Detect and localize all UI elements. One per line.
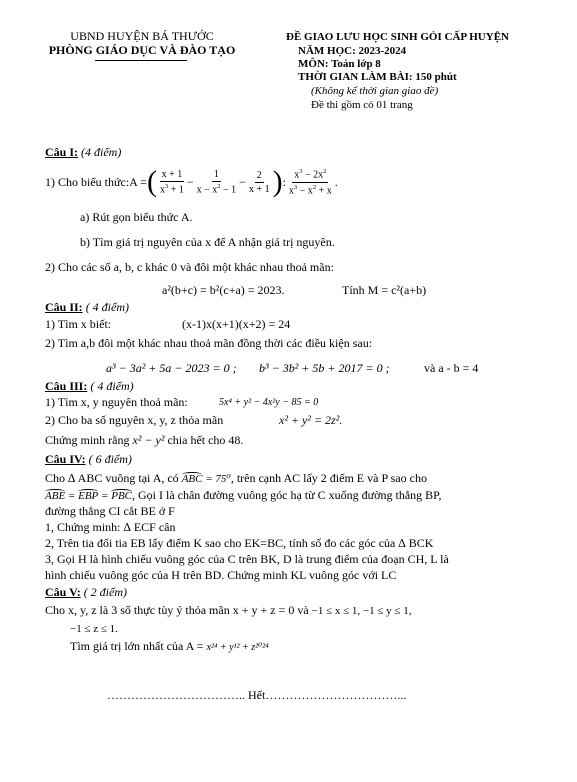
question-4-part-3b: hình chiếu vuông góc của H trên BD. Chứng minh KL vuông góc với LC	[45, 568, 397, 582]
question-5-line-3: Tìm giá trị lớn nhất của A = x²⁴ + y¹² + z²⁰²⁴	[70, 639, 269, 653]
exam-duration: THỜI GIAN LÀM BÀI: 150 phút	[298, 71, 457, 83]
question-2-1: 1) Tìm x biết:	[45, 317, 112, 331]
question-2-2: 2) Tìm a,b đôi một khác nhau thoả mãn đồng thời các điều kiện sau:	[45, 336, 373, 350]
exam-title: ĐỀ GIAO LƯU HỌC SINH GỎI CẤP HUYỆN	[286, 31, 509, 43]
question-4-heading: Câu IV: ( 6 điểm)	[45, 452, 132, 466]
question-2-2-expr-a: a³ − 3a² + 5a − 2023 = 0 ;	[106, 361, 237, 375]
question-2-heading: Câu II: ( 4 điểm)	[45, 300, 130, 314]
question-2-2-expr-b: b³ − 3b² + 5b + 2017 = 0 ;	[259, 361, 390, 375]
duration-note: (Không kể thời gian giao đề)	[311, 85, 439, 97]
question-3-heading: Câu III: ( 4 điểm)	[45, 379, 134, 393]
question-3-2-expr: x² + y² = 2z².	[279, 413, 343, 427]
question-1-1a: a) Rút gọn biểu thức A.	[80, 210, 193, 224]
question-1-2-condition: a²(b+c) = b²(c+a) = 2023.	[162, 283, 285, 297]
question-1-1b: b) Tìm giá trị nguyên của x để A nhận giá trị nguyên.	[80, 235, 335, 249]
question-1-2-ask: Tính M = c²(a+b)	[342, 283, 427, 297]
question-4-line-3: đường thẳng CI cắt BE ở F	[45, 504, 175, 518]
department-name: UBND HUYỆN BÁ THƯỚC	[70, 29, 214, 43]
question-4-line-2: ABE = EBP = PBC, Gọi I là chân đường vuông góc hạ từ C xuống đường thẳng BP,	[45, 488, 442, 502]
office-name: PHÒNG GIÁO DỤC VÀ ĐÀO TẠO	[48, 43, 236, 57]
expression-A: A = ( $\frac{x + 1}{x^3 + 1}$ − $\frac{1}{x - x^2 - 1}$ − $\frac{2}{x + 1}$ ) : $\frac{x^3 - 2x^2}{x^3 - x^2 + x}$ .	[129, 165, 338, 198]
page-count: Đề thi gồm có 01 trang	[311, 99, 413, 111]
question-3-1: 1) Tìm x, y nguyên thoả mãn:	[45, 395, 188, 409]
question-2-2-expr-diff: và a - b = 4	[424, 361, 479, 375]
school-year: NĂM HỌC: 2023-2024	[298, 45, 407, 57]
question-5-line-1: Cho x, y, z là 3 số thực tùy ý thỏa mãn x + y + z = 0 và −1 ≤ x ≤ 1, −1 ≤ y ≤ 1,	[45, 603, 412, 617]
question-3-1-expr: 5x⁴ + y² − 4x²y − 85 = 0	[219, 397, 319, 408]
question-4-line-1: Cho ∆ ABC vuông tại A, có ABC = 75⁰, trên cạnh AC lấy 2 điểm E và P sao cho	[45, 471, 427, 485]
question-5-heading: Câu V: ( 2 điểm)	[45, 585, 128, 599]
question-3-2: 2) Cho ba số nguyên x, y, z thỏa mãn	[45, 413, 224, 427]
end-marker: …………………………….. Hết……………………………...	[107, 688, 407, 702]
question-4-part-3: 3, Gọi H là hình chiếu vuông góc của C trên BK, D là trung điểm của đoạn CH, L là	[45, 552, 449, 566]
question-4-part-1: 1, Chứng minh: ∆ ECF cân	[45, 520, 176, 534]
header-underline	[95, 60, 187, 61]
question-1-heading: Câu I: (4 điểm)	[45, 145, 122, 159]
question-1-1: 1) Cho biểu thức: A = ( $\frac{x + 1}{x^3 + 1}$ − $\frac{1}{x - x^2 - 1}$ − $\frac{2}{x + 1}$ ) : $\frac{x^3 - 2x^2}{x^3 - x^2 + x}$ .	[45, 165, 338, 198]
subject: MÔN: Toán lớp 8	[298, 58, 381, 70]
question-2-1-expr: (x-1)x(x+1)(x+2) = 24	[182, 317, 291, 331]
question-5-line-2: −1 ≤ z ≤ 1.	[70, 623, 118, 635]
question-1-2: 2) Cho các số a, b, c khác 0 và đôi một khác nhau thoả mãn:	[45, 260, 334, 274]
question-3-3: Chứng minh rằng x² − y² chia hết cho 48.	[45, 433, 244, 447]
question-4-part-2: 2, Trên tia đối tia EB lấy điểm K sao cho EK=BC, tính số đo các góc của ∆ BCK	[45, 536, 434, 550]
